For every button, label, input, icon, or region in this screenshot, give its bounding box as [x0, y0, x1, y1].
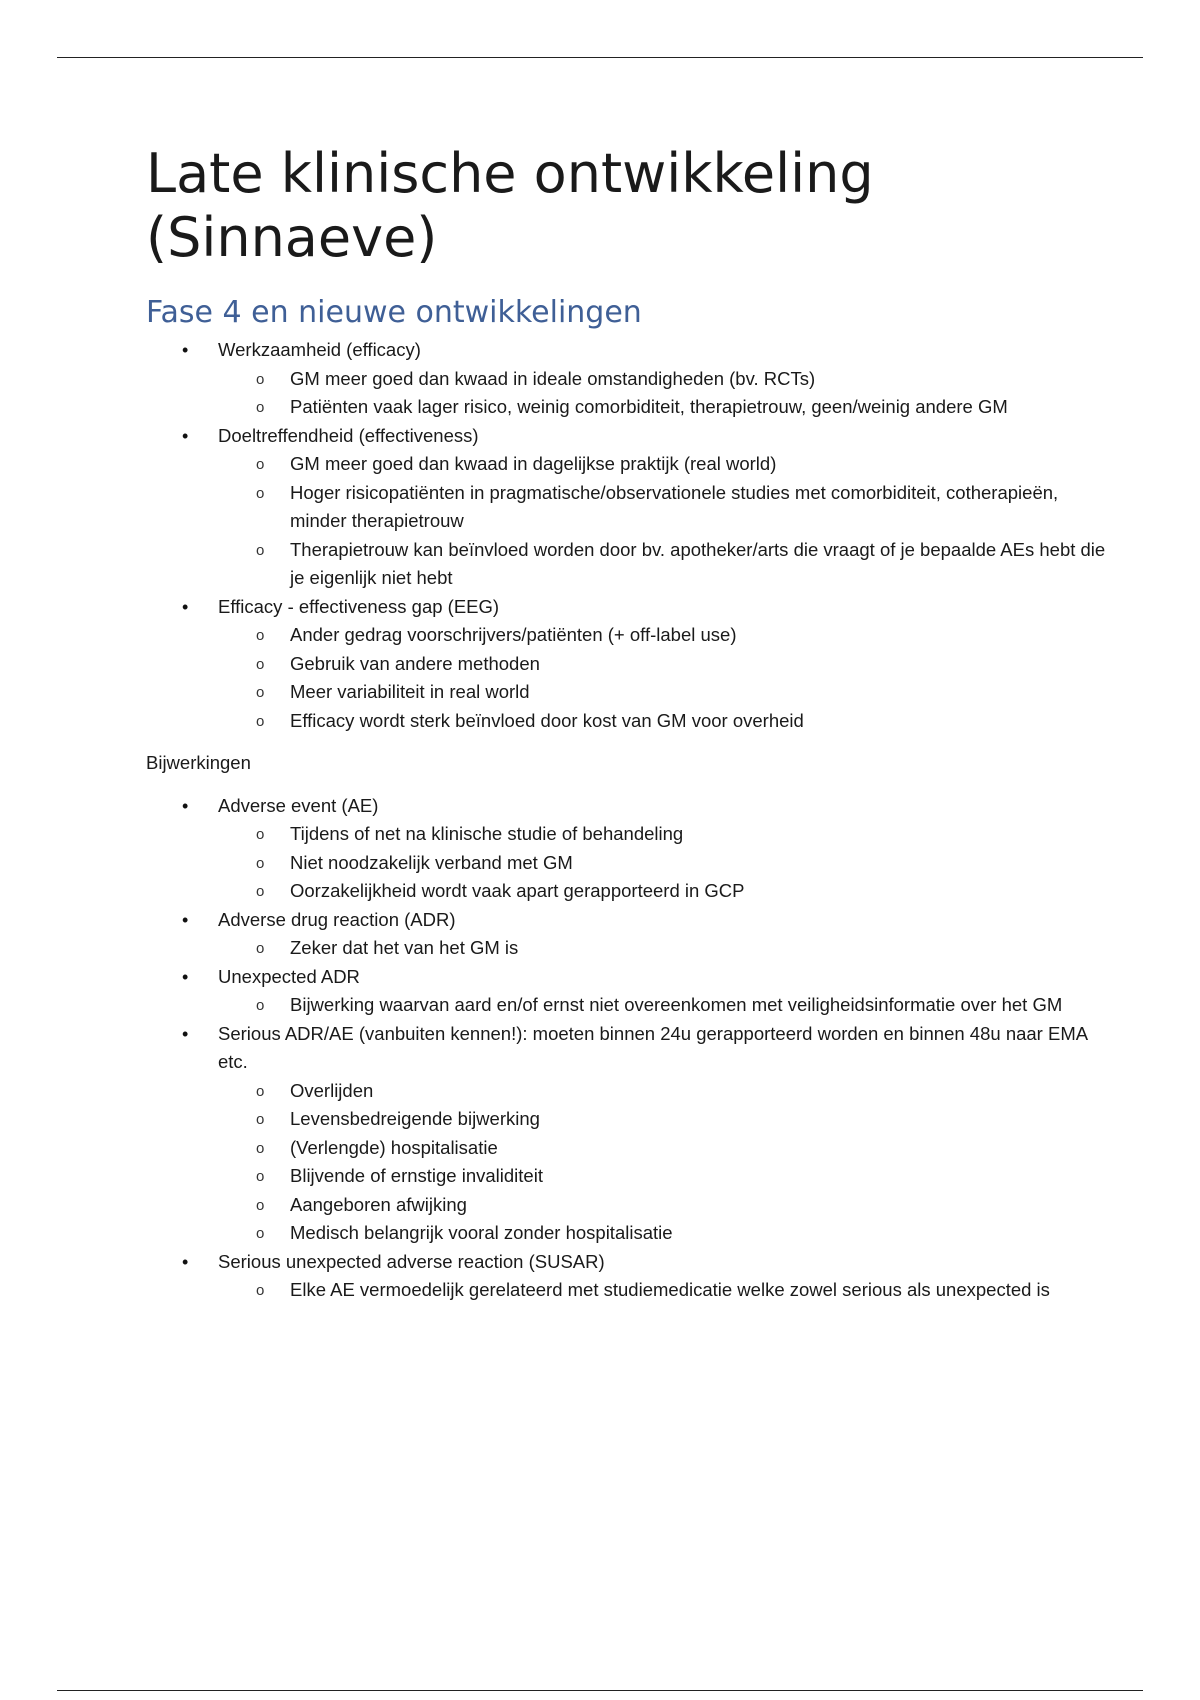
sub-list-item: o Blijvende of ernstige invaliditeit	[218, 1162, 1106, 1191]
sub-list-item: o Oorzakelijkheid wordt vaak apart gerapporteerd in GCP	[218, 877, 1106, 906]
sub-list-item: o Aangeboren afwijking	[218, 1191, 1106, 1220]
sub-list-item: o Bijwerking waarvan aard en/of ernst niet overeenkomen met veiligheidsinformatie over het GM	[218, 991, 1106, 1020]
list-item	[146, 963, 1106, 1020]
sub-list-item: o Efficacy wordt sterk beïnvloed door kost van GM voor overheid	[218, 707, 1106, 736]
sub-list	[218, 621, 1106, 735]
sub-list-item: o Therapietrouw kan beïnvloed worden door bv. apotheker/arts die vraagt of je bepaalde AEs hebt die je eigenlijk niet hebt	[218, 536, 1106, 593]
bottom-rule	[57, 1690, 1143, 1691]
document-body	[146, 142, 1106, 1305]
sub-list	[218, 1276, 1106, 1305]
section-heading-bijwerkingen: Bijwerkingen	[146, 752, 251, 773]
page-title: Late klinische ontwikkeling (Sinnaeve)	[146, 142, 874, 269]
sub-list-item: o GM meer goed dan kwaad in dagelijkse praktijk (real world)	[218, 450, 1106, 479]
list-item	[146, 906, 1106, 963]
list-item-text: • Serious unexpected adverse reaction (SUSAR)	[218, 1250, 605, 1272]
sub-list-item: o Meer variabiliteit in real world	[218, 678, 1106, 707]
sub-list	[218, 934, 1106, 963]
list-item	[146, 422, 1106, 593]
sub-list-item: o Elke AE vermoedelijk gerelateerd met studiemedicatie welke zowel serious als unexpected is	[218, 1276, 1106, 1305]
sub-list-item: o Patiënten vaak lager risico, weinig comorbiditeit, therapietrouw, geen/weinig andere GM	[218, 393, 1106, 422]
sub-list-item: o Gebruik van andere methoden	[218, 650, 1106, 679]
list-item	[146, 593, 1106, 736]
sub-list-item: o Medisch belangrijk vooral zonder hospitalisatie	[218, 1219, 1106, 1248]
sub-list	[218, 450, 1106, 593]
list-item-text: • Efficacy - effectiveness gap (EEG)	[218, 595, 500, 617]
sub-list-item: o Niet noodzakelijk verband met GM	[218, 849, 1106, 878]
list-item	[146, 1248, 1106, 1305]
list-item-text: • Adverse event (AE)	[218, 794, 379, 816]
sub-list-item: o Zeker dat het van het GM is	[218, 934, 1106, 963]
list-bijwerkingen	[146, 792, 1106, 1305]
list-item-text: • Werkzaamheid (efficacy)	[218, 339, 421, 360]
list-item	[146, 336, 1106, 422]
sub-list	[218, 1077, 1106, 1248]
list-item-text: • Unexpected ADR	[218, 965, 360, 987]
list-fase4	[146, 336, 1106, 735]
sub-list-item: o (Verlengde) hospitalisatie	[218, 1134, 1106, 1163]
sub-list	[218, 991, 1106, 1020]
top-rule	[57, 57, 1143, 58]
list-item-text: • Serious ADR/AE (vanbuiten kennen!): moeten binnen 24u gerapporteerd worden en binnen 48u naar EMA etc.	[218, 1022, 1088, 1072]
list-item	[146, 1020, 1106, 1248]
list-item-text: • Adverse drug reaction (ADR)	[218, 908, 456, 930]
sub-list	[218, 820, 1106, 906]
list-item-text: • Doeltreffendheid (effectiveness)	[218, 424, 479, 446]
sub-list	[218, 365, 1106, 422]
list-item	[146, 792, 1106, 906]
section-heading-fase4: Fase 4 en nieuwe ontwikkelingen	[146, 295, 642, 330]
sub-list-item: o Tijdens of net na klinische studie of behandeling	[218, 820, 1106, 849]
sub-list-item: o Overlijden	[218, 1077, 1106, 1106]
sub-list-item: o Ander gedrag voorschrijvers/patiënten (+ off-label use)	[218, 621, 1106, 650]
sub-list-item: o GM meer goed dan kwaad in ideale omstandigheden (bv. RCTs)	[218, 365, 1106, 394]
sub-list-item: o Levensbedreigende bijwerking	[218, 1105, 1106, 1134]
sub-list-item: o Hoger risicopatiënten in pragmatische/observationele studies met comorbiditeit, cotherapieën, minder therapietrouw	[218, 479, 1106, 536]
